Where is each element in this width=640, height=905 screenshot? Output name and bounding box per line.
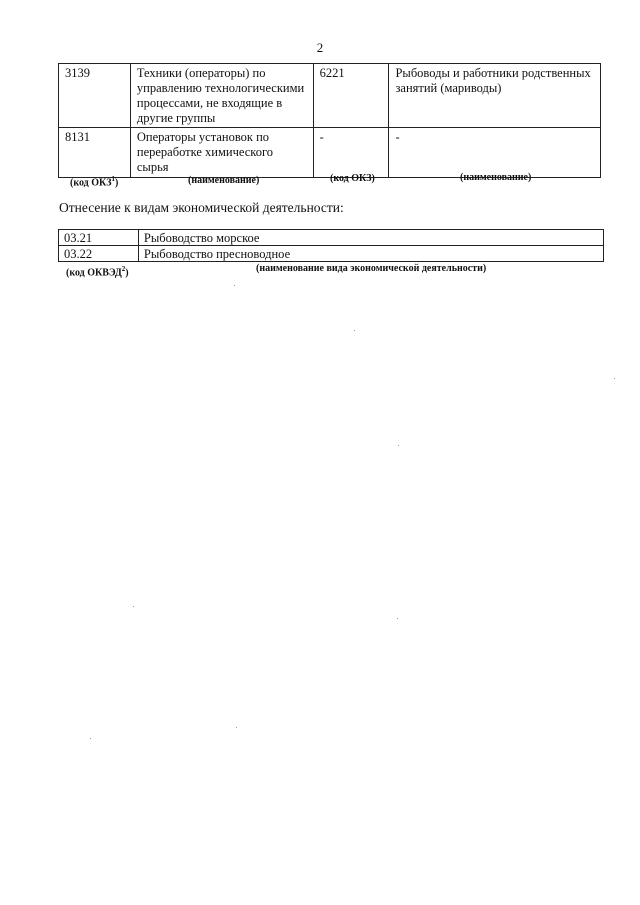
- caption-related-okz-name: (наименование): [460, 172, 532, 183]
- okz-name-cell: Операторы установок по переработке химического сырья: [130, 128, 313, 178]
- related-okz-name-cell: -: [389, 128, 601, 178]
- scan-speck: [398, 445, 399, 446]
- table-row: [59, 246, 604, 262]
- okved-name-cell: Рыбоводство морское: [138, 230, 603, 246]
- table-row: [59, 64, 601, 128]
- okz-name-cell: Техники (операторы) по управлению технологическими процессами, не входящие в другие группы: [130, 64, 313, 128]
- caption-okz-code: (код ОКЗ$^1$): [70, 175, 119, 189]
- caption-okved-code: (код ОКВЭД$^2$): [66, 265, 129, 279]
- caption-okved-name: (наименование вида экономической деятельности): [256, 263, 487, 274]
- scan-speck: [133, 606, 134, 607]
- related-okz-name-cell: Рыбоводы и работники родственных занятий (мариводы): [389, 64, 601, 128]
- related-okz-code-cell: -: [313, 128, 389, 178]
- okved-code-cell: 03.21: [59, 230, 139, 246]
- related-okz-code-cell: 6221: [313, 64, 389, 128]
- okved-table: [58, 229, 604, 262]
- caption-okz-name: (наименование): [188, 175, 260, 186]
- scan-speck: [354, 330, 355, 331]
- scan-speck: [90, 738, 91, 739]
- okved-name-cell: Рыбоводство пресноводное: [138, 246, 603, 262]
- okz-table: [58, 63, 601, 178]
- scan-speck: [397, 618, 398, 619]
- scan-speck: [236, 727, 237, 728]
- okved-code-cell: 03.22: [59, 246, 139, 262]
- table-row: [59, 128, 601, 178]
- scan-speck: [614, 378, 615, 379]
- page-number: 2: [316, 40, 324, 55]
- okz-code-cell: 8131: [59, 128, 131, 178]
- caption-related-okz-code: (код ОКЗ): [330, 173, 375, 184]
- okved-heading: Отнесение к видам экономической деятельности:: [59, 200, 344, 215]
- table-row: [59, 230, 604, 246]
- scan-speck: [234, 285, 235, 286]
- okz-code-cell: 3139: [59, 64, 131, 128]
